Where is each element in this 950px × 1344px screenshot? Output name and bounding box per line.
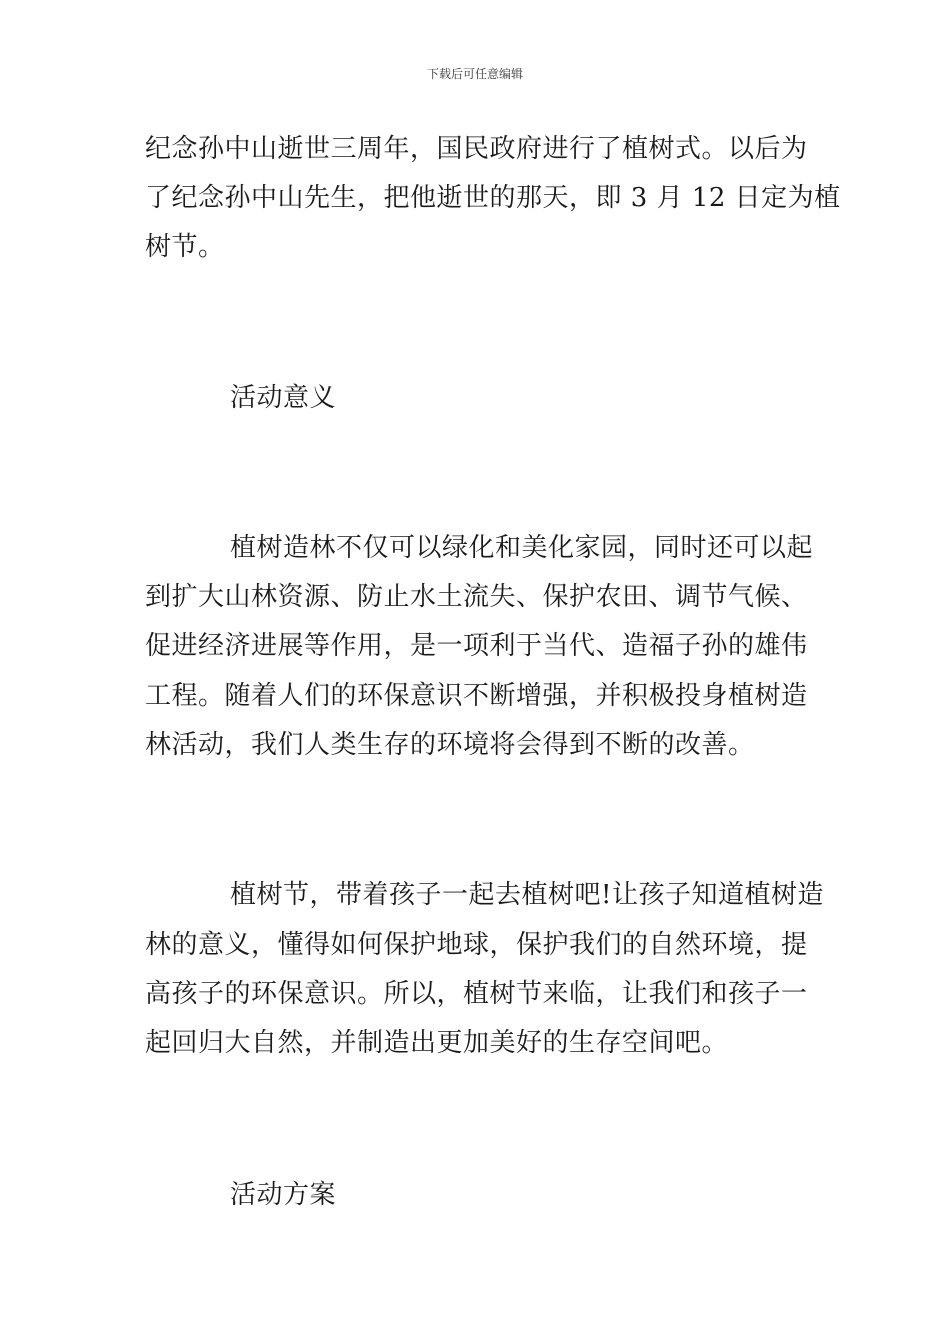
page-header: 下载后可任意编辑 [426, 67, 523, 81]
paragraph-2-line-1: 植树造林不仅可以绿化和美化家园，同时还可以起 [230, 533, 814, 563]
paragraph-2-line-3: 促进经济进展等作用，是一项利于当代、造福子孙的雄伟 [145, 631, 808, 661]
section-heading-activity-plan: 活动方案 [230, 1180, 337, 1210]
paragraph-3-line-4: 起回归大自然，并制造出更加美好的生存空间吧。 [145, 1028, 729, 1058]
paragraph-2-line-2: 到扩大山林资源、防止水土流失、保护农田、调节气候、 [145, 582, 808, 612]
section-heading-activity-meaning: 活动意义 [230, 383, 337, 413]
paragraph-2-line-4: 工程。随着人们的环保意识不断增强，并积极投身植树造 [145, 681, 808, 711]
paragraph-1-line-3: 树节。 [145, 232, 225, 262]
paragraph-3-line-2: 林的意义，懂得如何保护地球，保护我们的自然环境，提 [145, 930, 808, 960]
paragraph-3-line-3: 高孩子的环保意识。所以，植树节来临，让我们和孩子一 [145, 979, 808, 1009]
paragraph-2-line-5: 林活动，我们人类生存的环境将会得到不断的改善。 [145, 730, 755, 760]
paragraph-1-line-1: 纪念孙中山逝世三周年，国民政府进行了植树式。以后为 [145, 134, 808, 164]
paragraph-1-line-2: 了纪念孙中山先生，把他逝世的那天，即 3 月 12 日定为植 [145, 183, 841, 213]
paragraph-3-line-1: 植树节，带着孩子一起去植树吧!让孩子知道植树造 [230, 880, 824, 910]
